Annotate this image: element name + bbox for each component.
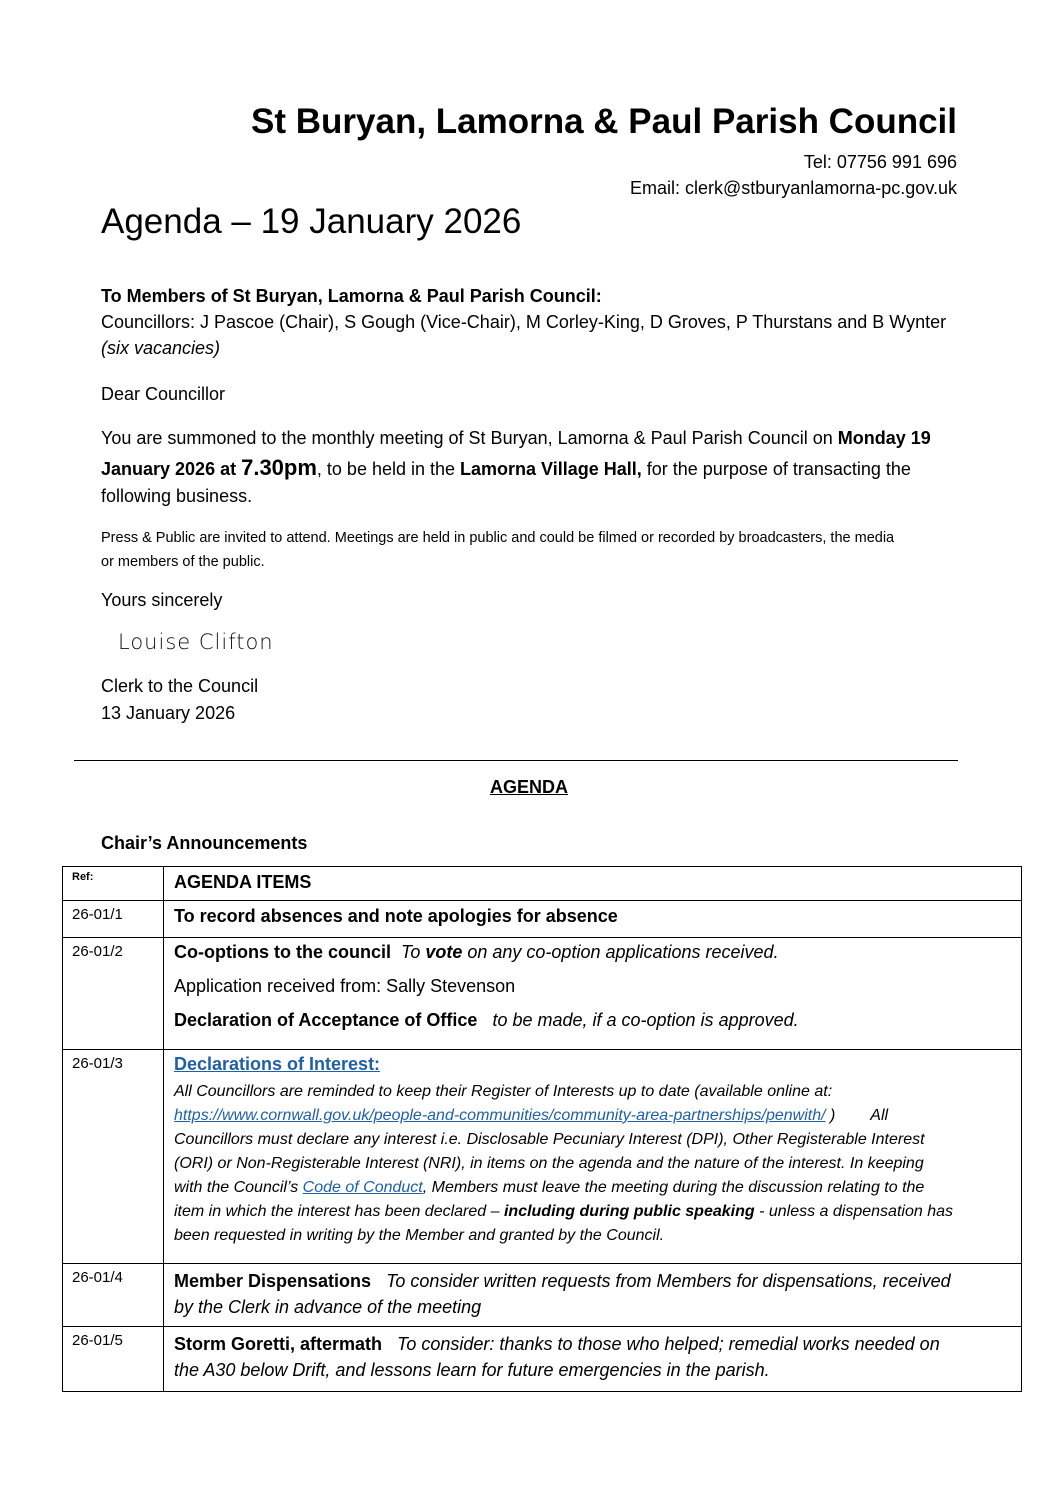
item-description: To consider written requests from Members for dispensations, received: [371, 1271, 951, 1291]
table-row: [63, 1327, 1022, 1392]
vacancies-note: (six vacancies): [101, 338, 221, 358]
declarations-line: been requested in writing by the Member and granted by the Council.: [174, 1227, 665, 1244]
meeting-date: January 2026 at: [101, 459, 242, 479]
item-ref: 26-01/3: [63, 1050, 164, 1264]
summons-paragraph: [101, 424, 1006, 511]
date-signed: 13 January 2026: [101, 703, 236, 723]
declarations-line: [174, 1104, 1012, 1128]
declarations-text: [174, 1080, 1012, 1248]
table-row: [63, 1050, 1022, 1264]
councillors-list: Councillors: J Pascoe (Chair), S Gough (Vice-Chair), M Corley-King, D Groves, P Thurstans and B Wynter: [101, 312, 947, 332]
meeting-day: Monday 19: [837, 428, 931, 448]
declarations-text-tail: ) All: [825, 1107, 889, 1124]
declaration-title: Declaration of Acceptance of Office: [174, 1010, 478, 1030]
sign-off: Yours sincerely: [101, 590, 223, 610]
item-description: the A30 below Drift, and lessons learn for future emergencies in the parish.: [174, 1360, 770, 1380]
clerk-role: Clerk to the Council: [101, 676, 259, 696]
salutation: Dear Councillor: [101, 384, 226, 404]
members-heading: To Members of St Buryan, Lamorna & Paul Parish Council:: [101, 286, 602, 306]
agenda-title: Agenda – 19 January 2026: [101, 202, 522, 241]
declarations-line: [174, 1200, 1012, 1224]
item-title: To record absences and note apologies for absence: [164, 901, 1022, 938]
council-name: St Buryan, Lamorna & Paul Parish Council: [251, 102, 957, 141]
item-ref: 26-01/2: [63, 938, 164, 1050]
declarations-of-interest-link[interactable]: Declarations of Interest:: [174, 1054, 381, 1074]
council-email: Email: clerk@stburyanlamorna-pc.gov.uk: [629, 178, 957, 198]
item-content: [164, 1264, 1022, 1327]
meeting-time: 7.30pm: [241, 455, 317, 480]
header-agenda-items: AGENDA ITEMS: [164, 867, 1022, 901]
code-of-conduct-link[interactable]: Code of Conduct: [302, 1179, 423, 1196]
cornwall-register-link[interactable]: https://www.cornwall.gov.uk/people-and-communities/community-area-partnerships/penwith/: [174, 1107, 826, 1124]
meeting-venue: Lamorna Village Hall,: [460, 459, 642, 479]
public-notice-line: or members of the public.: [101, 554, 265, 570]
agenda-heading: AGENDA: [489, 777, 568, 797]
clerk-signature: Louise Clifton: [118, 630, 274, 654]
declarations-emphasis: including during public speaking: [503, 1203, 755, 1220]
declarations-text: item in which the interest has been declared –: [174, 1203, 504, 1220]
council-telephone: Tel: 07756 991 696: [803, 152, 957, 172]
chair-announcements-heading: Chair’s Announcements: [101, 833, 308, 853]
declarations-line: Councillors must declare any interest i.e. Disclosable Pecuniary Interest (DPI), Other Registerable Interest: [174, 1131, 925, 1148]
item-ref: 26-01/4: [63, 1264, 164, 1327]
header-ref: Ref:: [63, 867, 164, 901]
item-description: To: [401, 942, 426, 962]
table-row: [63, 938, 1022, 1050]
table-header-row: [63, 867, 1022, 901]
declarations-text: , Members must leave the meeting during the discussion relating to the: [422, 1179, 925, 1196]
declarations-text: - unless a dispensation has: [754, 1203, 953, 1220]
item-title: Member Dispensations: [174, 1271, 372, 1291]
declarations-line: (ORI) or Non-Registerable Interest (NRI), in items on the agenda and the nature of the interest. In keeping: [174, 1155, 924, 1172]
summons-text: for the purpose of transacting the: [641, 459, 911, 479]
item-title: Storm Goretti, aftermath: [174, 1334, 383, 1354]
item-content: [164, 938, 1022, 1050]
item-ref: 26-01/5: [63, 1327, 164, 1392]
table-row: [63, 1264, 1022, 1327]
declaration-description: to be made, if a co-option is approved.: [492, 1010, 799, 1030]
agenda-table: [62, 866, 1022, 1392]
declarations-line: [174, 1176, 1012, 1200]
summons-text: , to be held in the: [316, 459, 461, 479]
summons-line-1: [101, 424, 1006, 453]
application-note: Application received from: Sally Stevenson: [174, 976, 516, 996]
declarations-text: with the Council’s: [174, 1179, 303, 1196]
summons-line-3: following business.: [101, 486, 253, 506]
table-row: [63, 901, 1022, 938]
public-notice: [101, 526, 1006, 574]
item-ref: 26-01/1: [63, 901, 164, 938]
item-description: To consider: thanks to those who helped; remedial works needed on: [382, 1334, 940, 1354]
horizontal-divider: [74, 760, 958, 761]
summons-text: You are summoned to the monthly meeting of St Buryan, Lamorna & Paul Parish Council on: [101, 428, 838, 448]
item-description: by the Clerk in advance of the meeting: [174, 1297, 482, 1317]
public-notice-line: Press & Public are invited to attend. Meetings are held in public and could be filmed or recorded by broadcasters, the media: [101, 530, 895, 546]
item-title: Co-options to the council: [174, 942, 391, 962]
item-description-emphasis: vote: [425, 942, 463, 962]
declarations-line: All Councillors are reminded to keep their Register of Interests up to date (available online at:: [174, 1083, 833, 1100]
item-description: on any co-option applications received.: [462, 942, 779, 962]
item-content: [164, 1327, 1022, 1392]
item-content: [164, 1050, 1022, 1264]
summons-line-2: [101, 453, 1006, 482]
